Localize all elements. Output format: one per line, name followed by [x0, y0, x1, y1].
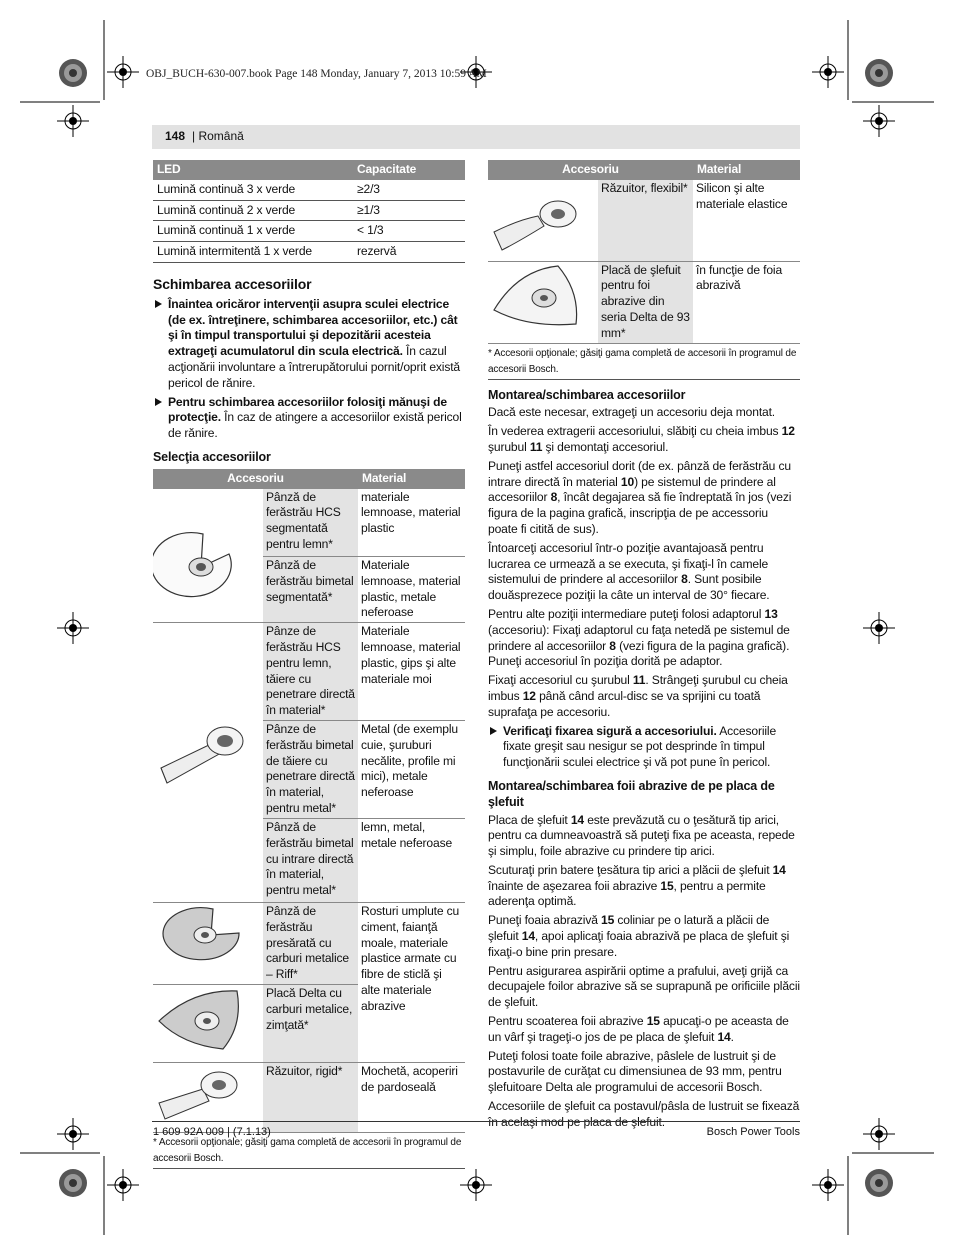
print-slug: OBJ_BUCH-630-007.book Page 148 Monday, January 7, 2013 10:59 AM [146, 68, 487, 80]
accessory-material: lemn, metal, metale neferoase [358, 819, 465, 903]
plunge-blade-image [153, 623, 263, 903]
table-row [153, 489, 465, 557]
table-row [153, 221, 465, 242]
accessory-material: materiale lemnoase, material plastic [358, 489, 465, 557]
accessory-name: Răzuitor, flexibil* [598, 180, 693, 261]
accessory-name: Pânză de ferăstrău HCS segmentată pentru lemn* [263, 489, 358, 557]
footnote: * Accesorii opţionale; găsiţi gama completă de accesorii în programul de accesorii Bosch. [153, 1135, 465, 1169]
table-row [488, 261, 800, 343]
table-row [153, 903, 465, 985]
led-header: LED [153, 160, 353, 180]
paragraph: Dacă este necesar, extrageţi un accesoriu deja montat. [488, 405, 776, 420]
triangle-bullet-icon [155, 398, 162, 406]
warning-bullet [153, 395, 465, 442]
sanding-plate-icon [488, 262, 598, 330]
paragraph: Pentru alte poziţii intermediare puteţi folosi adaptorul 13 (accesoriu): Fixaţi adaptorul cu faţa netedă pe sistemul de prindere al accesoriilor 8 (vezi figura de la pagina grafică). Puneţi accesoriul în poziţia dorită pe adaptor. [488, 606, 790, 669]
bullet-text: În cazul acţionării involuntare a întrerupătorului pornit/oprit există pericol de rănire. [168, 344, 461, 390]
bullet-bold-text: Înaintea oricăror intervenţii asupra sculei electrice (de ex. întreţinere, schimbarea accesoriilor, etc.) cât şi în timpul transportului şi depozitării acesteia extrageţi acumulatorul din scula electrică. [168, 296, 458, 359]
right-column [488, 160, 800, 1134]
accessory-name: Placă Delta cu carburi metalice, zimţată* [263, 985, 358, 1063]
table-row [153, 623, 465, 721]
paragraph: Puneţi foaia abrazivă 15 coliniar pe o latură a plăcii de şlefuit 14, apoi aplicaţi foaia abrazivă pe placa de şlefuit şi fixaţi-o bine prin presare. [488, 913, 790, 959]
table-cell: rezervă [353, 242, 465, 263]
table-cell: ≥1/3 [353, 200, 465, 221]
bullet-text: În caz de atingere a accesoriilor există pericol de rănire. [168, 410, 462, 441]
sanding-plate-image [488, 261, 598, 343]
paragraph: Pentru asigurarea aspirării optime a prafului, aveţi grijă ca decupajele foilor abrazive să se suprapună pe orificiile plăcii de şlefuit. [488, 963, 800, 1010]
material-header: Material [693, 160, 800, 180]
footer-doc-number: 1 609 92A 009 | (7.1.13) [153, 1126, 271, 1138]
table-cell: Lumină continuă 3 x verde [153, 180, 353, 200]
paragraph: Placa de şlefuit 14 este prevăzută cu o ţesătură tip arici, pentru ca dumneavoastră să puteţi fixa pe aceasta, repede şi simplu, foile abrazive cu prindere tip arici. [488, 812, 795, 859]
language-label: | Română [192, 129, 244, 143]
bullet-bold-text: Verificaţi fixarea sigură a accesoriului. [503, 723, 717, 738]
bullet-bold-text: Pentru schimbarea accesoriilor folosiţi mănuşi de protecţie. [168, 394, 447, 425]
bullet-text: Accesoriile fixate greşit sau nesigur se pot desprinde în timpul funcţionării sculei electrice şi vă pot pune în pericol. [503, 723, 777, 770]
subsection-heading: Montarea/schimbarea accesoriilor [488, 387, 686, 402]
accessory-header: Accesoriu [488, 160, 693, 180]
accessory-material: Rosturi umplute cu ciment, faianţă moale, materiale plastice armate cu fibre de sticlă şi alte materiale abrazive [358, 903, 465, 1063]
segment-blade-icon [153, 489, 263, 607]
paragraph: Accesoriile de şlefuit ca postavul/pâsla de lustruit se fixează [488, 1099, 800, 1114]
table-cell: Lumină continuă 2 x verde [153, 200, 353, 221]
table-cell: Lumină continuă 1 x verde [153, 221, 353, 242]
riff-blade-icon [153, 903, 263, 967]
paragraph: Puneţi astfel accesoriul dorit (de ex. pânză de ferăstrău cu intrare directă în material 10) pe sistemul de prindere al accesoriilor 8, încât degajarea să fie îndreptată în jos (vezi figura de la pagina grafică, inscripţia de pe accessoriu poate fi citită de sus). [488, 458, 792, 536]
riff-blade-image [153, 903, 263, 985]
footer-brand: Bosch Power Tools [706, 1126, 800, 1138]
page-number: 148 [165, 129, 186, 143]
page-header [152, 125, 800, 149]
subsection-heading: Selecţia accesoriilor [153, 449, 271, 464]
left-column [153, 160, 465, 1169]
paragraph: Pentru scoaterea foii abrazive 15 apucaţi-o pe aceasta de un vârf şi trageţi-o jos de pe placa de şlefuit 14. [488, 1014, 789, 1044]
accessory-material: Materiale lemnoase, material plastic, gips şi alte materiale moi [358, 623, 465, 721]
accessory-name: Pânză de ferăstrău bimetal segmentată* [263, 557, 358, 623]
warning-bullet [153, 297, 465, 392]
section-heading: Schimbarea accesoriilor [153, 275, 312, 292]
delta-plate-icon [153, 985, 263, 1057]
accessory-material: Mochetă, acoperiri de pardoseală [358, 1062, 465, 1132]
delta-plate-image [153, 985, 263, 1063]
table-row [153, 242, 465, 263]
accessory-name: Pânze de ferăstrău HCS pentru lemn, tăiere cu penetrare directă în material* [263, 623, 358, 721]
led-table [153, 160, 465, 263]
paragraph: Puteţi folosi toate foile abrazive, pâslele de lustruit şi de postavurile de curăţat cu dimensiunea de 93 mm, pentru şlefuitoare Delta ale programului de accesorii Bosch. [488, 1048, 782, 1095]
accessory-material: Silicon şi alte materiale elastice [693, 180, 800, 261]
triangle-bullet-icon [490, 727, 497, 735]
accessory-name: Placă de şlefuit pentru foi abrazive din seria Delta de 93 mm* [598, 261, 693, 343]
warning-bullet [488, 724, 800, 771]
accessory-material: Materiale lemnoase, material plastic, metale neferoase [358, 557, 465, 623]
paragraph: Întoarceţi accesoriul într-o poziţie avantajoasă pentru lucrarea ce urmează a se executa, şi fixaţi-l în camele sistemului de prindere al accesoriilor 8. Sunt posibile douăsprezece poziţii la câte un interval de 30° fiecare. [488, 540, 770, 603]
accessory-material: Metal (de exemplu cuie, şuruburi necălite, profile mi mici), metale neferoase [358, 721, 465, 819]
accessory-header: Accesoriu [153, 469, 358, 489]
table-row [153, 180, 465, 200]
table-row [488, 180, 800, 261]
footnote: * Accesorii opţionale; găsiţi gama completă de accesorii în programul de accesorii Bosch. [488, 346, 800, 380]
flexible-scraper-icon [488, 180, 598, 256]
accessory-table [153, 469, 465, 1133]
capacity-header: Capacitate [353, 160, 465, 180]
rigid-scraper-icon [153, 1063, 263, 1127]
subsection-heading: Montarea/schimbarea foii abrazive de pe placa de şlefuit [488, 778, 775, 809]
segment-blade-image [153, 489, 263, 623]
flexible-scraper-image [488, 180, 598, 261]
paragraph: În vederea extragerii accesoriului, slăbiţi cu cheia imbus 12 şurubul 11 şi demontaţi accesoriul. [488, 424, 795, 454]
table-row [153, 200, 465, 221]
accessory-table [488, 160, 800, 344]
material-header: Material [358, 469, 465, 489]
accessory-name: Pânză de ferăstrău presărată cu carburi metalice – Riff* [263, 903, 358, 985]
paragraph: Scuturaţi prin batere ţesătura tip arici a plăcii de şlefuit 14 înainte de aşezarea foii abrazive 15, pentru a permite aderenţa optimă. [488, 862, 786, 909]
table-cell: < 1/3 [353, 221, 465, 242]
accessory-name: Pânze de ferăstrău bimetal de tăiere cu penetrare directă în material, pentru metal* [263, 721, 358, 819]
accessory-material: în funcţie de foia abrazivă [693, 261, 800, 343]
paragraph: Fixaţi accesoriul cu şurubul 11. Strângeţi şurubul cu cheia imbus 12 până când arcul-disc se va sprijini cu toată suprafaţa pe accesoriu. [488, 673, 788, 719]
table-cell: ≥2/3 [353, 180, 465, 200]
footer-rule [152, 1121, 800, 1122]
table-cell: Lumină intermitentă 1 x verde [153, 242, 353, 263]
accessory-name: Pânză de ferăstrău bimetal cu intrare directă în material, pentru metal* [263, 819, 358, 903]
accessory-name: Răzuitor, rigid* [263, 1062, 358, 1132]
plunge-blade-icon [153, 623, 263, 887]
triangle-bullet-icon [155, 300, 162, 308]
